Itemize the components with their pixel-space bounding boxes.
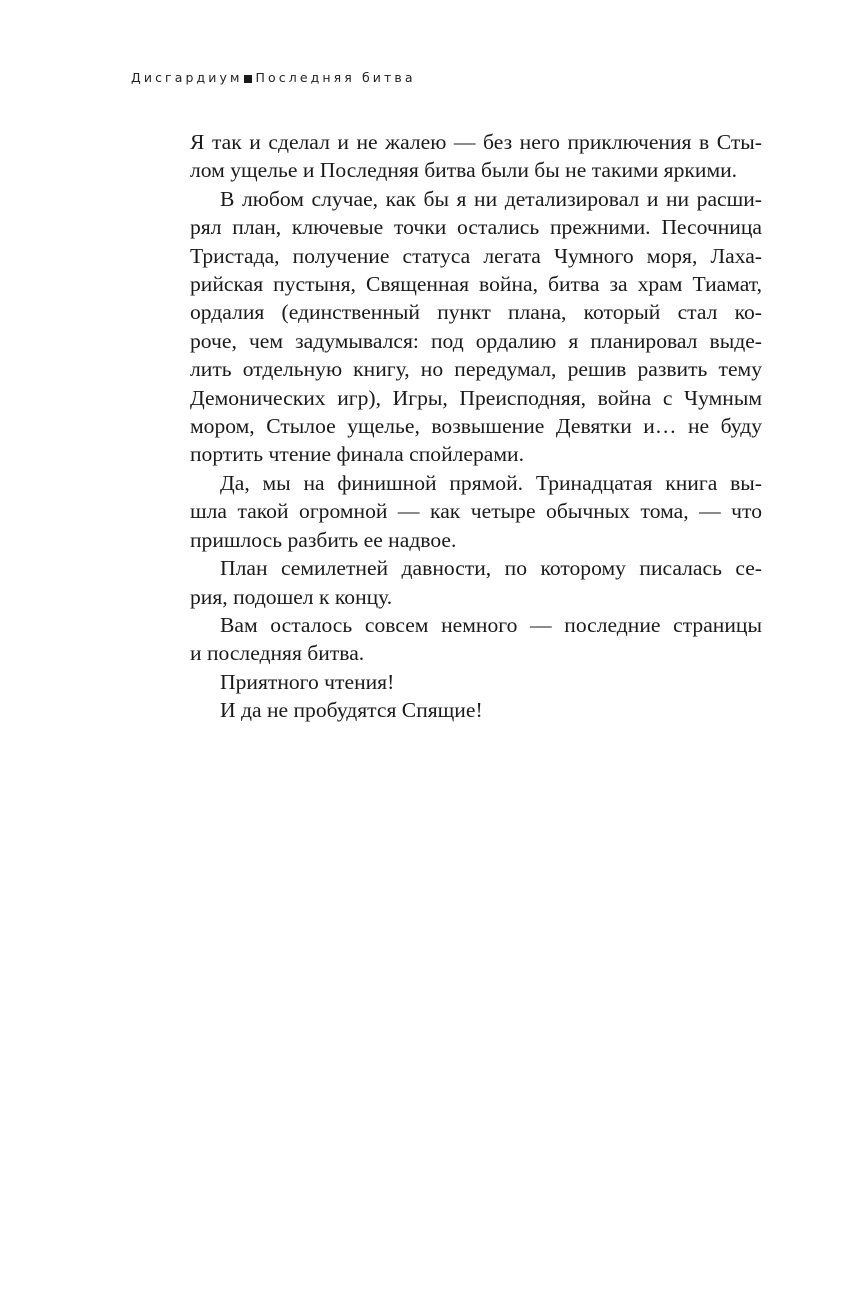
text-line: рял план, ключевые точки остались прежними. Песочница: [190, 215, 762, 240]
running-header: [131, 70, 416, 85]
text-line: лить отдельную книгу, но передумал, решив развить тему: [190, 357, 762, 382]
text-line: Я так и сделал и не жалею — без него приключения в Сты-: [190, 130, 762, 154]
text-line: Демонических игр), Игры, Преисподняя, война с Чумным: [190, 385, 762, 410]
text-line: рия, подошел к концу.: [190, 584, 393, 609]
body-text: [190, 128, 762, 725]
text-line: мором, Стылое ущелье, возвышение Девятки и… не буду: [190, 414, 762, 439]
paragraph-start-line: В любом случае, как бы я ни детализировал и ни расши-: [220, 186, 762, 211]
text-line: пришлось разбить ее надвое.: [190, 527, 457, 552]
paragraph-start-line: И да не пробудятся Спящие!: [220, 698, 483, 723]
paragraph-start-line: Приятного чтения!: [220, 669, 395, 694]
book-title: Последняя битва: [255, 70, 416, 85]
series-name: Дисгардиум: [131, 70, 243, 85]
text-line: лом ущелье и Последняя битва были бы не такими яркими.: [190, 158, 738, 183]
text-line: шла такой огромной — как четыре обычных тома, — что: [190, 499, 762, 524]
text-line: и последняя битва.: [190, 641, 365, 666]
text-line: портить чтение финала спойлерами.: [190, 442, 525, 467]
text-line: роче, чем задумывался: под ордалию я планировал выде-: [190, 328, 762, 353]
paragraph-start-line: План семилетней давности, по которому писалась се-: [220, 556, 762, 581]
text-line: Тристада, получение статуса легата Чумного моря, Лаха-: [190, 243, 762, 268]
text-line: ордалия (единственный пункт плана, который стал ко-: [190, 300, 762, 325]
text-line: рийская пустыня, Священная война, битва за храм Тиамат,: [190, 272, 762, 297]
black-square-icon: [244, 75, 252, 83]
paragraph-start-line: Да, мы на финишной прямой. Тринадцатая книга вы-: [220, 470, 762, 495]
paragraph-start-line: Вам осталось совсем немного — последние страницы: [220, 612, 762, 637]
